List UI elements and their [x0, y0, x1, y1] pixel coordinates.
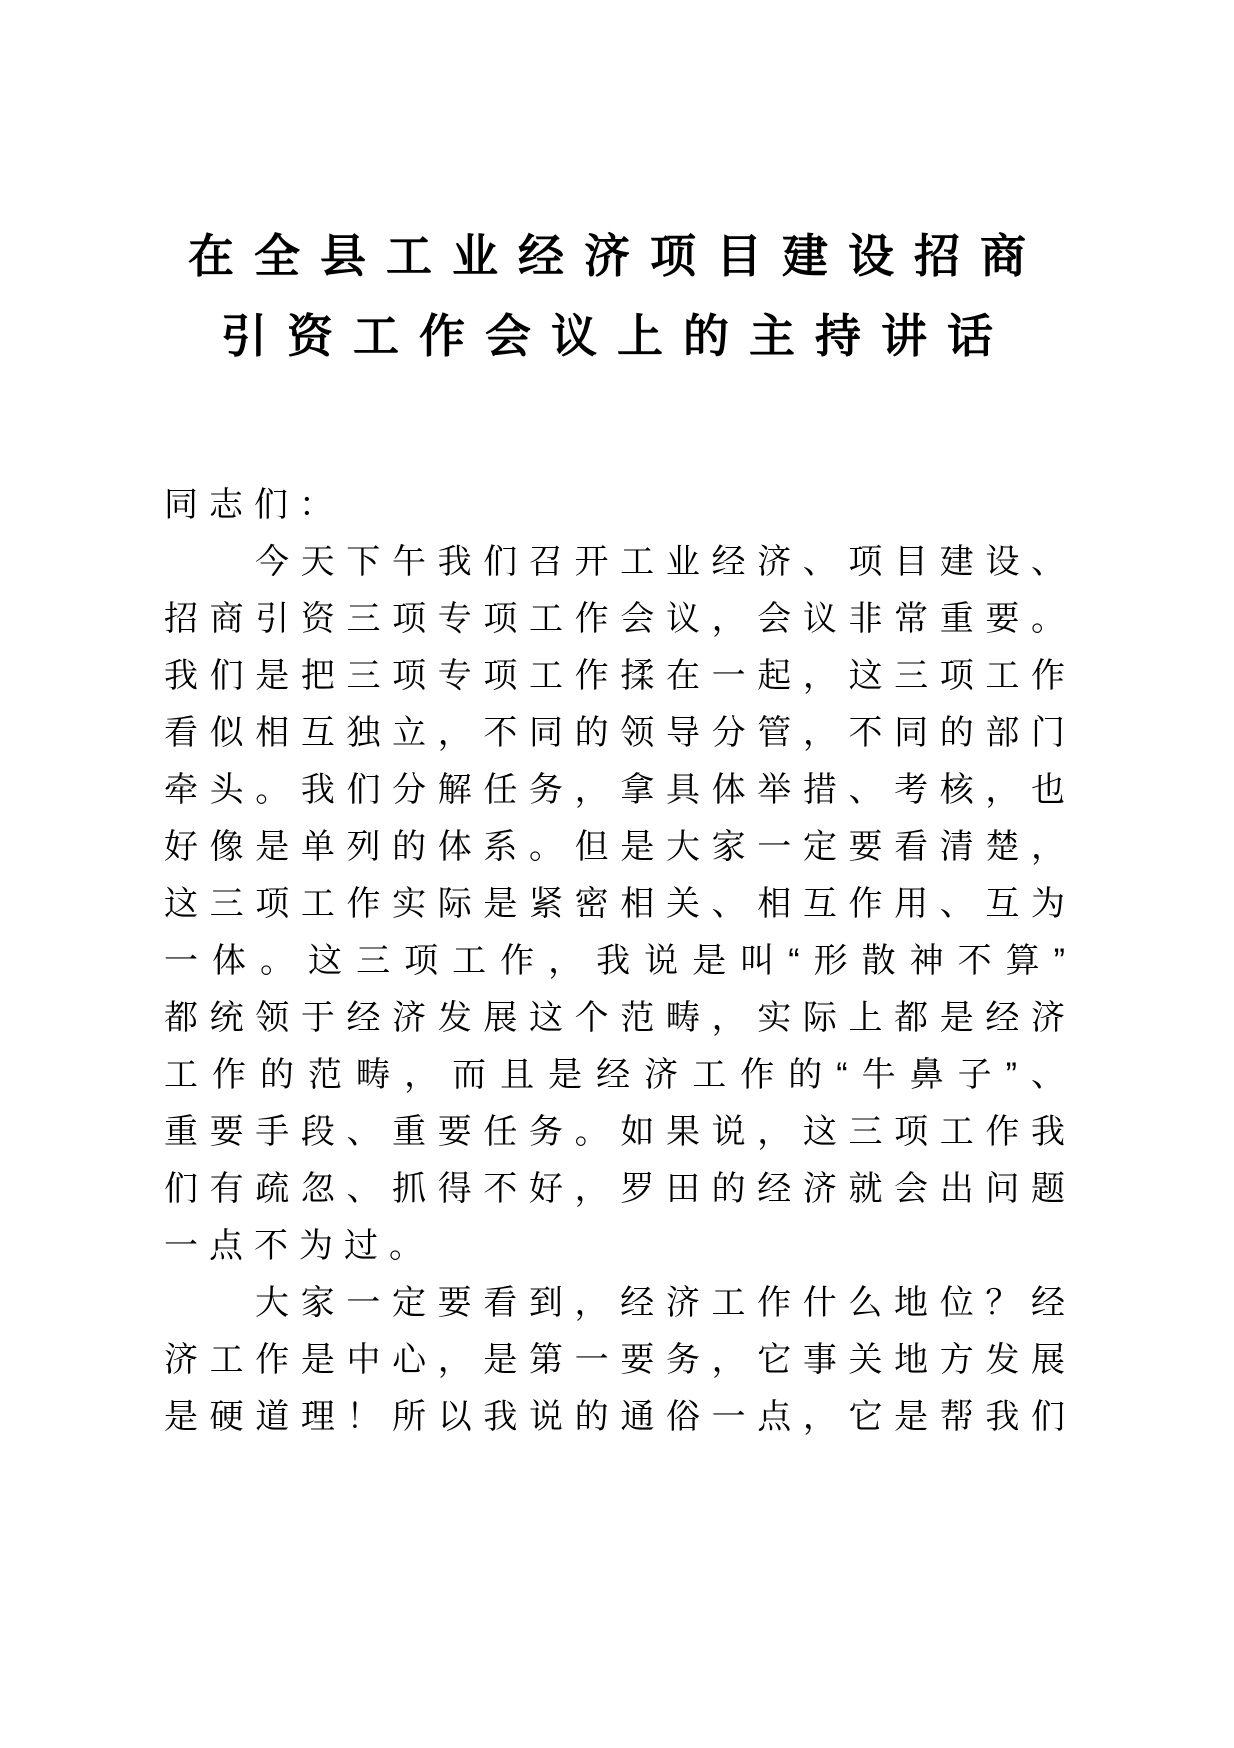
- text-line: 济工作是中心，是第一要务，它事关地方发展: [164, 1341, 1076, 1379]
- text-line: 一体。这三项工作，我说是叫“形散神不算”: [164, 942, 1076, 980]
- text-line: 都统领于经济发展这个范畴，实际上都是经济: [164, 999, 1076, 1037]
- text-line: 是硬道理！所以我说的通俗一点，它是帮我们: [164, 1398, 1076, 1436]
- text-line: 工作的范畴，而且是经济工作的“牛鼻子”、: [164, 1056, 1076, 1094]
- text-line: 们有疏忽、抓得不好，罗田的经济就会出问题: [164, 1170, 1076, 1208]
- text-line: 重要手段、重要任务。如果说，这三项工作我: [164, 1113, 1076, 1151]
- text-line: 我们是把三项专项工作揉在一起，这三项工作: [164, 657, 1076, 695]
- document-title-line-2: 引资工作会议上的主持讲话: [221, 310, 1013, 362]
- text-line: 一点不为过。: [164, 1227, 434, 1265]
- document-body: [164, 477, 1076, 1446]
- text-line: 同志们：: [164, 486, 344, 524]
- document-title: [0, 216, 1234, 376]
- text-line: 这三项工作实际是紧密相关、相互作用、互为: [164, 885, 1076, 923]
- text-line: 今天下午我们召开工业经济、项目建设、: [255, 543, 1076, 581]
- document-title-line-1: 在全县工业经济项目建设招商: [188, 230, 1046, 282]
- text-line: 招商引资三项专项工作会议，会议非常重要。: [164, 600, 1076, 638]
- text-line: 好像是单列的体系。但是大家一定要看清楚，: [164, 828, 1076, 866]
- text-line: 看似相互独立，不同的领导分管，不同的部门: [164, 714, 1076, 752]
- text-line: 牵头。我们分解任务，拿具体举措、考核，也: [164, 771, 1076, 809]
- text-line: 大家一定要看到，经济工作什么地位？经: [255, 1284, 1076, 1322]
